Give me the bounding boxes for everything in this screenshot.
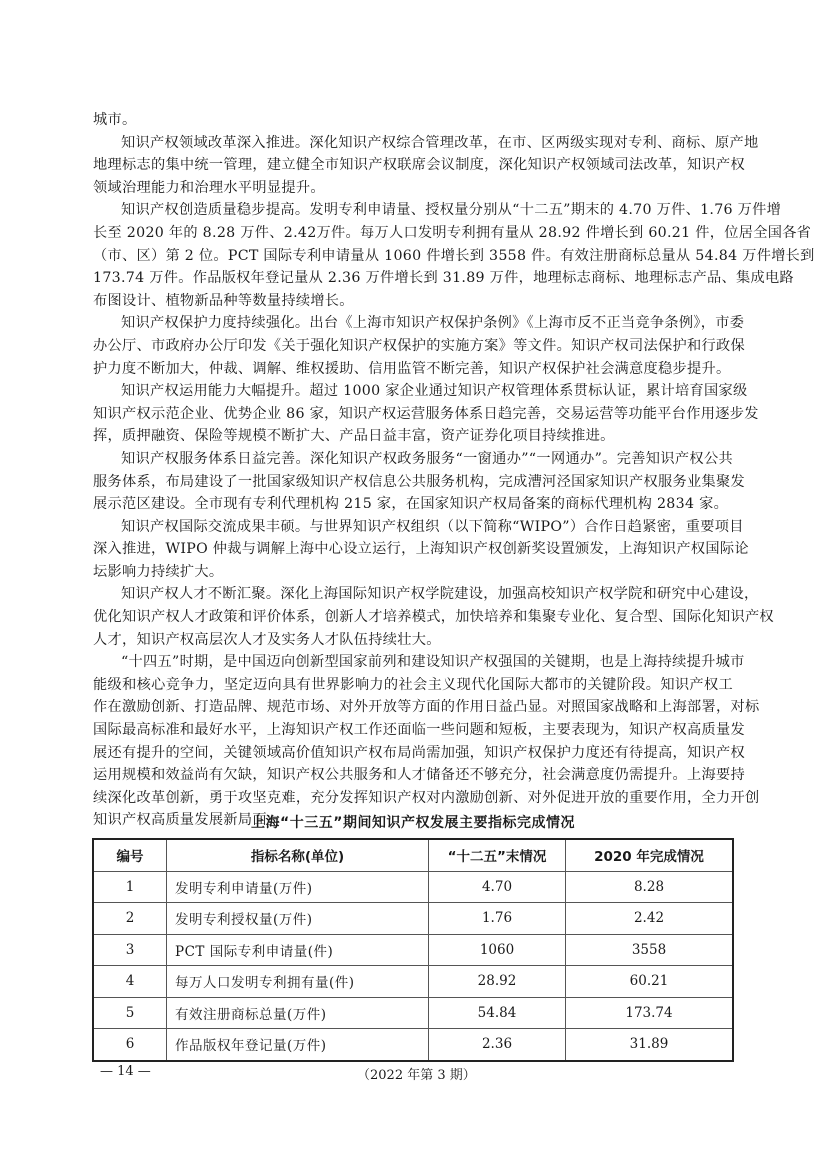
- text-line: 服务体系，布局建设了一批国家级知识产权信息公共服务机构，完成漕河泾国家知识产权服务业集聚发: [93, 473, 745, 490]
- text-line: 坛影响力持续扩大。: [93, 563, 224, 580]
- text-line: 展示范区建设。全市现有专利代理机构 215 家，在国家知识产权局备案的商标代理机构 2834 家。: [93, 496, 729, 513]
- indicator-table: [92, 838, 734, 1062]
- cell-2020: 8.28: [566, 871, 734, 903]
- cell-indicator: 作品版权年登记量(万件): [167, 1029, 429, 1061]
- text-line: 知识产权服务体系日益完善。深化知识产权政务服务“一窗通办”“一网通办”。完善知识产权公共: [121, 450, 733, 467]
- text-line: 办公厅、市政府办公厅印发《关于强化知识产权保护的实施方案》等文件。知识产权司法保护和行政保: [93, 337, 745, 354]
- text-line: 运用规模和效益尚有欠缺，知识产权公共服务和人才储备还不够充分，社会满意度仍需提升。上海要持: [93, 767, 745, 784]
- text-line: 知识产权创造质量稳步提高。发明专利申请量、授权量分别从“十二五”期末的 4.70 万件、1.76 万件增: [121, 202, 782, 219]
- text-line: 地理标志的集中统一管理，建立健全市知识产权联席会议制度，深化知识产权领域司法改革，知识产权: [93, 157, 745, 174]
- table-caption: 上海“十三五”期间知识产权发展主要指标完成情况: [251, 815, 575, 831]
- cell-indicator: 每万人口发明专利拥有量(件): [167, 966, 429, 998]
- cell-indicator: 发明专利申请量(万件): [167, 871, 429, 903]
- text-line: 领域治理能力和治理水平明显提升。: [93, 179, 325, 196]
- cell-12th-plan: 4.70: [429, 871, 566, 903]
- cell-no: 2: [93, 903, 167, 935]
- text-line: 城市。: [93, 112, 137, 128]
- paragraph: [93, 312, 745, 380]
- text-line: 国际最高标准和最好水平，上海知识产权工作还面临一些问题和短板，主要表现为，知识产权高质量发: [93, 722, 745, 739]
- cell-12th-plan: 28.92: [429, 966, 566, 998]
- text-line: （市、区）第 2 位。PCT 国际专利申请量从 1060 件增长到 3558 件。有效注册商标总量从 54.84 万件增长到: [93, 247, 815, 264]
- paragraph: [93, 516, 749, 584]
- text-line: 知识产权国际交流成果丰硕。与世界知识产权组织（以下简称“WIPO”）合作日趋紧密，重要项目: [121, 518, 744, 535]
- table-header-row: [93, 839, 733, 871]
- text-line: “十四五”时期，是中国迈向创新型国家前列和建设知识产权强国的关键期，也是上海持续提升城市: [121, 654, 745, 671]
- text-line: 知识产权运用能力大幅提升。超过 1000 家企业通过知识产权管理体系贯标认证，累计培育国家级: [121, 383, 748, 400]
- paragraph: [93, 583, 774, 651]
- header-indicator: 指标名称(单位): [167, 839, 429, 871]
- text-line: 深入推进，WIPO 仲裁与调解上海中心设立运行，上海知识产权创新奖设置颁发，上海知识产权国际论: [93, 541, 749, 558]
- text-line: 优化知识产权人才政策和评价体系，创新人才培养模式，加快培养和集聚专业化、复合型、国际化知识产权: [93, 609, 774, 626]
- cell-no: 6: [93, 1029, 167, 1061]
- table-row: [93, 903, 733, 935]
- cell-no: 4: [93, 966, 167, 998]
- text-line: 护力度不断加大，仲裁、调解、维权援助、信用监管不断完善，知识产权保护社会满意度稳步提升。: [93, 360, 731, 377]
- paragraph: [93, 199, 815, 312]
- header-2020: 2020 年完成情况: [566, 839, 734, 871]
- paragraph: [93, 132, 759, 200]
- cell-2020: 3558: [566, 934, 734, 966]
- cell-2020: 60.21: [566, 966, 734, 998]
- body-text: [93, 109, 815, 832]
- paragraph: [93, 380, 759, 448]
- text-line: 展还有提升的空间，关键领域高价值知识产权布局尚需加强，知识产权保护力度还有待提高，知识产权: [93, 744, 745, 761]
- cell-no: 5: [93, 997, 167, 1029]
- issue-label: （2022 年第 3 期）: [357, 1068, 476, 1083]
- text-line: 人才，知识产权高层次人才及实务人才队伍持续壮大。: [93, 631, 441, 648]
- text-line: 173.74 万件。作品版权年登记量从 2.36 万件增长到 31.89 万件，地理标志商标、地理标志产品、集成电路: [93, 270, 794, 287]
- cell-2020: 173.74: [566, 997, 734, 1029]
- cell-12th-plan: 54.84: [429, 997, 566, 1029]
- text-line: 知识产权保护力度持续强化。出台《上海市知识产权保护条例》《上海市反不正当竞争条例》，市委: [121, 315, 745, 332]
- cell-indicator: 有效注册商标总量(万件): [167, 997, 429, 1029]
- text-line: 作在激励创新、打造品牌、规范市场、对外开放等方面的作用日益凸显。对照国家战略和上海部署，对标: [93, 699, 760, 716]
- cell-2020: 2.42: [566, 903, 734, 935]
- text-line: 挥，质押融资、保险等规模不断扩大、产品日益丰富，资产证券化项目持续推进。: [93, 428, 615, 445]
- cell-2020: 31.89: [566, 1029, 734, 1061]
- header-12th-plan: “十二五”末情况: [429, 839, 566, 871]
- text-line: 知识产权人才不断汇聚。深化上海国际知识产权学院建设，加强高校知识产权学院和研究中心建设，: [121, 586, 759, 603]
- paragraph: [93, 651, 760, 832]
- paragraph: [93, 448, 745, 516]
- table-row: [93, 997, 733, 1029]
- cell-12th-plan: 1060: [429, 934, 566, 966]
- table-row: [93, 934, 733, 966]
- cell-indicator: 发明专利授权量(万件): [167, 903, 429, 935]
- text-line: 知识产权示范企业、优势企业 86 家，知识产权运营服务体系日趋完善，交易运营等功能平台作用逐步发: [93, 405, 759, 422]
- cell-indicator: PCT 国际专利申请量(件): [167, 934, 429, 966]
- page-number: — 14 —: [100, 1064, 151, 1079]
- paragraph: [93, 109, 733, 132]
- table-row: [93, 1029, 733, 1061]
- text-line: 长至 2020 年的 8.28 万件、2.42万件。每万人口发明专利拥有量从 28.92 件增长到 60.21 件，位居全国各省: [93, 224, 812, 241]
- text-line: 知识产权高质量发展新局面。: [93, 812, 282, 829]
- cell-12th-plan: 2.36: [429, 1029, 566, 1061]
- table-row: [93, 966, 733, 998]
- cell-12th-plan: 1.76: [429, 903, 566, 935]
- cell-no: 3: [93, 934, 167, 966]
- cell-no: 1: [93, 871, 167, 903]
- text-line: 布图设计、植物新品种等数量持续增长。: [93, 292, 354, 309]
- text-line: 续深化改革创新，勇于攻坚克难，充分发挥知识产权对内激励创新、对外促进开放的重要作用，全力开创: [93, 789, 760, 806]
- header-no: 编号: [93, 839, 167, 871]
- text-line: 知识产权领域改革深入推进。深化知识产权综合管理改革，在市、区两级实现对专利、商标、原产地: [121, 134, 759, 151]
- text-line: 能级和核心竞争力，坚定迈向具有世界影响力的社会主义现代化国际大都市的关键阶段。知识产权工: [93, 676, 733, 693]
- table-row: [93, 871, 733, 903]
